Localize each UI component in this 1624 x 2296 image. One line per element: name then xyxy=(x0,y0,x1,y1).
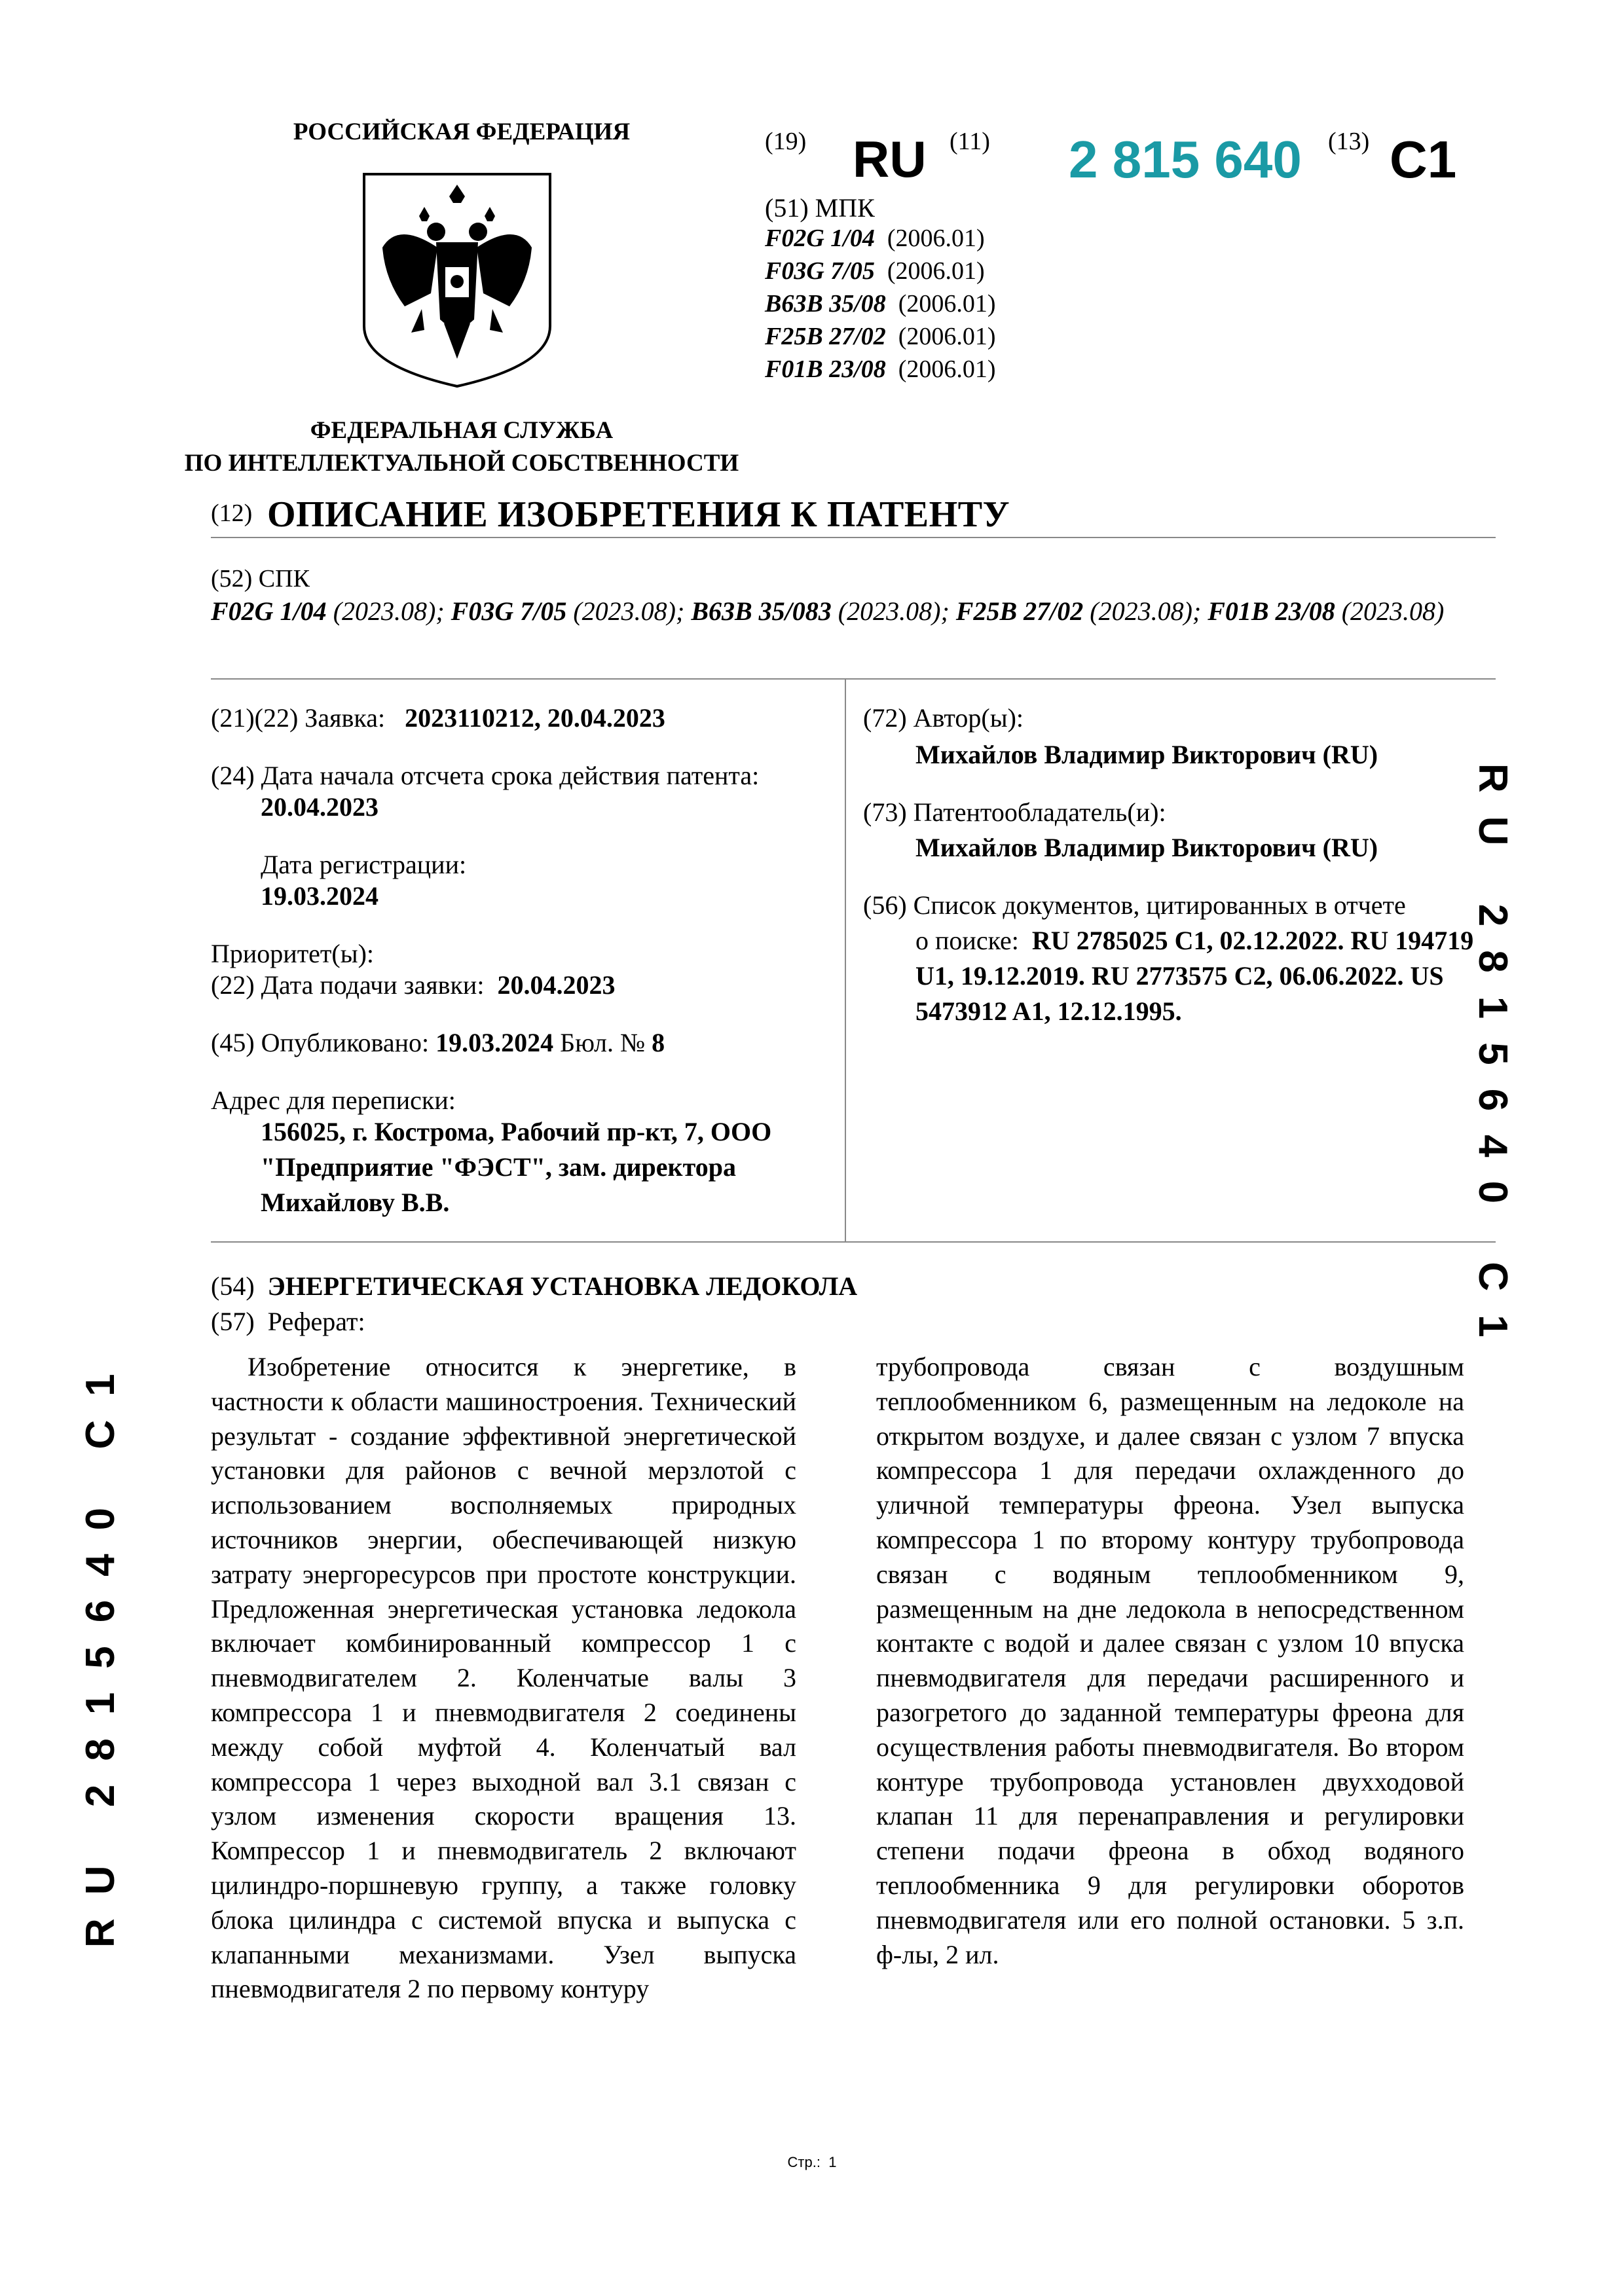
ipc-row xyxy=(765,224,985,253)
abstract-text-left: Изобретение относится к энергетике, в частности к области машиностроения. Технический результат - создание эффективной энергетической установки для районов с вечной мерзлотой с использованием восполняемых природных источников энергии, обеспечивающей низкую затрату энергоресурсов при простоте конструкции. Предложенная энергетическая установка ледокола включает комбинированный компрессор 1 с пневмодвигателем 2. Коленчатые валы 3 компрессора 1 и пневмодвигателя 2 соединены между собой муфтой 4. Коленчатый вал компрессора 1 через выходной вал 3.1 связан с узлом изменения скорости вращения 13. Компрессор 1 и пневмодвигатель 2 включают цилиндро-поршневую группу, а также головку блока цилиндра с системой впуска и выпуска с клапанными механизмами. Узел выпуска пневмодвигателя 2 по первому контуру xyxy=(211,1352,796,2004)
service-line-1: ФЕДЕРАЛЬНАЯ СЛУЖБА xyxy=(310,417,614,444)
kind-code: C1 xyxy=(1390,130,1457,189)
cited-docs-label: (56) Список документов, цитированных в отчете xyxy=(863,890,1406,920)
owner-label: (73) Патентообладатель(и): xyxy=(863,797,1166,827)
term-start-label: (24) Дата начала отсчета срока действия патента: xyxy=(211,761,760,790)
abstract-label-field xyxy=(211,1304,365,1339)
application-field xyxy=(211,701,665,736)
country-code: RU xyxy=(853,130,927,188)
application-label: (21)(22) Заявка: xyxy=(211,703,386,733)
ipc-row xyxy=(765,257,985,285)
owner-value: Михайлов Владимир Викторович (RU) xyxy=(915,833,1378,862)
ipc-label: (51) МПК xyxy=(765,193,875,223)
cpc-codes xyxy=(211,594,1496,629)
address-label: Адрес для переписки: xyxy=(211,1085,456,1115)
divider xyxy=(211,537,1496,538)
inid-code-11: (11) xyxy=(950,128,990,155)
ipc-code: F25B 27/02 xyxy=(765,323,886,350)
cpc-code: F03G 7/05 xyxy=(451,596,567,626)
cpc-code: F02G 1/04 xyxy=(211,596,327,626)
inid-code-12: (12) xyxy=(211,500,253,527)
ipc-version: (2006.01) xyxy=(898,355,996,383)
filing-date-value: 20.04.2023 xyxy=(497,970,616,1000)
cpc-version: (2023.08); xyxy=(333,596,445,626)
cited-docs-value: RU 2785025 C1, 02.12.2022. RU 194719 xyxy=(1031,926,1474,955)
divider xyxy=(211,678,1496,680)
bulletin-value: 8 xyxy=(652,1028,665,1057)
document-title: ОПИСАНИЕ ИЗОБРЕТЕНИЯ К ПАТЕНТУ xyxy=(267,494,1010,535)
abstract-text-right: трубопровода связан с воздушным теплообменником 6, размещенным на ледоколе на открытом воздухе, и далее связан с узлом 7 впуска компрессора 1 для передачи охлажденного до уличной температуры фреона. Узел выпуска компрессора 1 по второму контуру трубопровода связан с водяным теплообменником 9, размещенным на дне ледокола в непосредственном контакте с водой и далее связан с узлом 10 впуска пневмодвигателя для передачи расширенного и разогретого до заданной температуры фреона для осуществления работы пневмодвигателя. Во втором контуре трубопровода установлен двухходовой клапан 11 для перенаправления и регулировки степени подачи фреона в обход водяного теплообменника 9 для регулировки оборотов пневмодвигателя или его полной остановки. 5 з.п. ф-лы, 2 ил. xyxy=(876,1352,1464,1969)
filing-date-field xyxy=(211,968,615,1003)
registration-label: Дата регистрации: xyxy=(261,850,467,879)
publication-field xyxy=(211,1025,665,1061)
cpc-code: F25B 27/02 xyxy=(955,596,1084,626)
ipc-code: B63B 35/08 xyxy=(765,290,886,318)
cpc-version: (2023.08) xyxy=(1341,596,1445,626)
coat-of-arms-icon xyxy=(359,169,555,392)
service-line-2: ПО ИНТЕЛЛЕКТУАЛЬНОЙ СОБСТВЕННОСТИ xyxy=(184,450,739,477)
publication-value: 19.03.2024 xyxy=(435,1028,554,1057)
address-line: Михайлову В.В. xyxy=(261,1188,450,1217)
cpc-version: (2023.08); xyxy=(573,596,685,626)
ipc-row xyxy=(765,322,996,351)
inid-code-13: (13) xyxy=(1328,128,1370,155)
side-patent-number-left: RU 2815640 C1 xyxy=(78,1350,123,1948)
ipc-version: (2006.01) xyxy=(898,290,996,318)
column-divider xyxy=(845,678,846,1241)
country-name: РОССИЙСКАЯ ФЕДЕРАЦИЯ xyxy=(293,118,631,145)
inid-code-57: (57) xyxy=(211,1307,255,1336)
inid-code-19: (19) xyxy=(765,128,807,155)
patent-office-name xyxy=(164,414,760,480)
bulletin-label: Бюл. № xyxy=(560,1028,646,1057)
author-label: (72) Автор(ы): xyxy=(863,703,1024,733)
inid-code-54: (54) xyxy=(211,1271,255,1301)
cited-docs-value: 5473912 A1, 12.12.1995. xyxy=(915,996,1182,1026)
cited-docs-line xyxy=(915,923,1473,958)
application-value: 2023110212, 20.04.2023 xyxy=(405,703,665,733)
page-label: Стр.: xyxy=(787,2154,821,2170)
ipc-row xyxy=(765,289,996,318)
term-start-value: 20.04.2023 xyxy=(261,792,378,822)
ipc-row xyxy=(765,355,996,384)
ipc-code: F03G 7/05 xyxy=(765,257,875,285)
filing-date-label: (22) Дата подачи заявки: xyxy=(211,970,485,1000)
cited-docs-value: U1, 19.12.2019. RU 2773575 C2, 06.06.2022. US xyxy=(915,961,1444,991)
invention-title-field xyxy=(211,1269,857,1304)
patent-number: 2 815 640 xyxy=(1069,130,1302,189)
address-line: "Предприятие "ФЭСТ", зам. директора xyxy=(261,1152,736,1182)
ipc-version: (2006.01) xyxy=(887,257,985,285)
divider xyxy=(211,1241,1496,1243)
publication-label: (45) Опубликовано: xyxy=(211,1028,430,1057)
cpc-version: (2023.08); xyxy=(838,596,950,626)
page-number: 1 xyxy=(828,2154,837,2170)
author-value: Михайлов Владимир Викторович (RU) xyxy=(915,740,1378,769)
page-footer xyxy=(0,2154,1624,2171)
ipc-code: F01B 23/08 xyxy=(765,355,886,383)
cited-docs-label-2: о поиске: xyxy=(915,926,1019,955)
ipc-version: (2006.01) xyxy=(898,323,996,350)
cpc-code: F01B 23/08 xyxy=(1208,596,1335,626)
priority-label: Приоритет(ы): xyxy=(211,939,375,968)
cpc-label: (52) СПК xyxy=(211,565,310,592)
invention-title: ЭНЕРГЕТИЧЕСКАЯ УСТАНОВКА ЛЕДОКОЛА xyxy=(267,1271,858,1301)
side-patent-number-right: RU 2815640 C1 xyxy=(1470,763,1515,1361)
ipc-code: F02G 1/04 xyxy=(765,225,875,252)
cpc-version: (2023.08); xyxy=(1090,596,1202,626)
registration-value: 19.03.2024 xyxy=(261,881,378,911)
address-line: 156025, г. Кострома, Рабочий пр-кт, 7, ООО xyxy=(261,1117,772,1146)
cpc-code: B63B 35/083 xyxy=(691,596,832,626)
abstract-label: Реферат: xyxy=(267,1307,365,1336)
ipc-version: (2006.01) xyxy=(887,225,985,252)
